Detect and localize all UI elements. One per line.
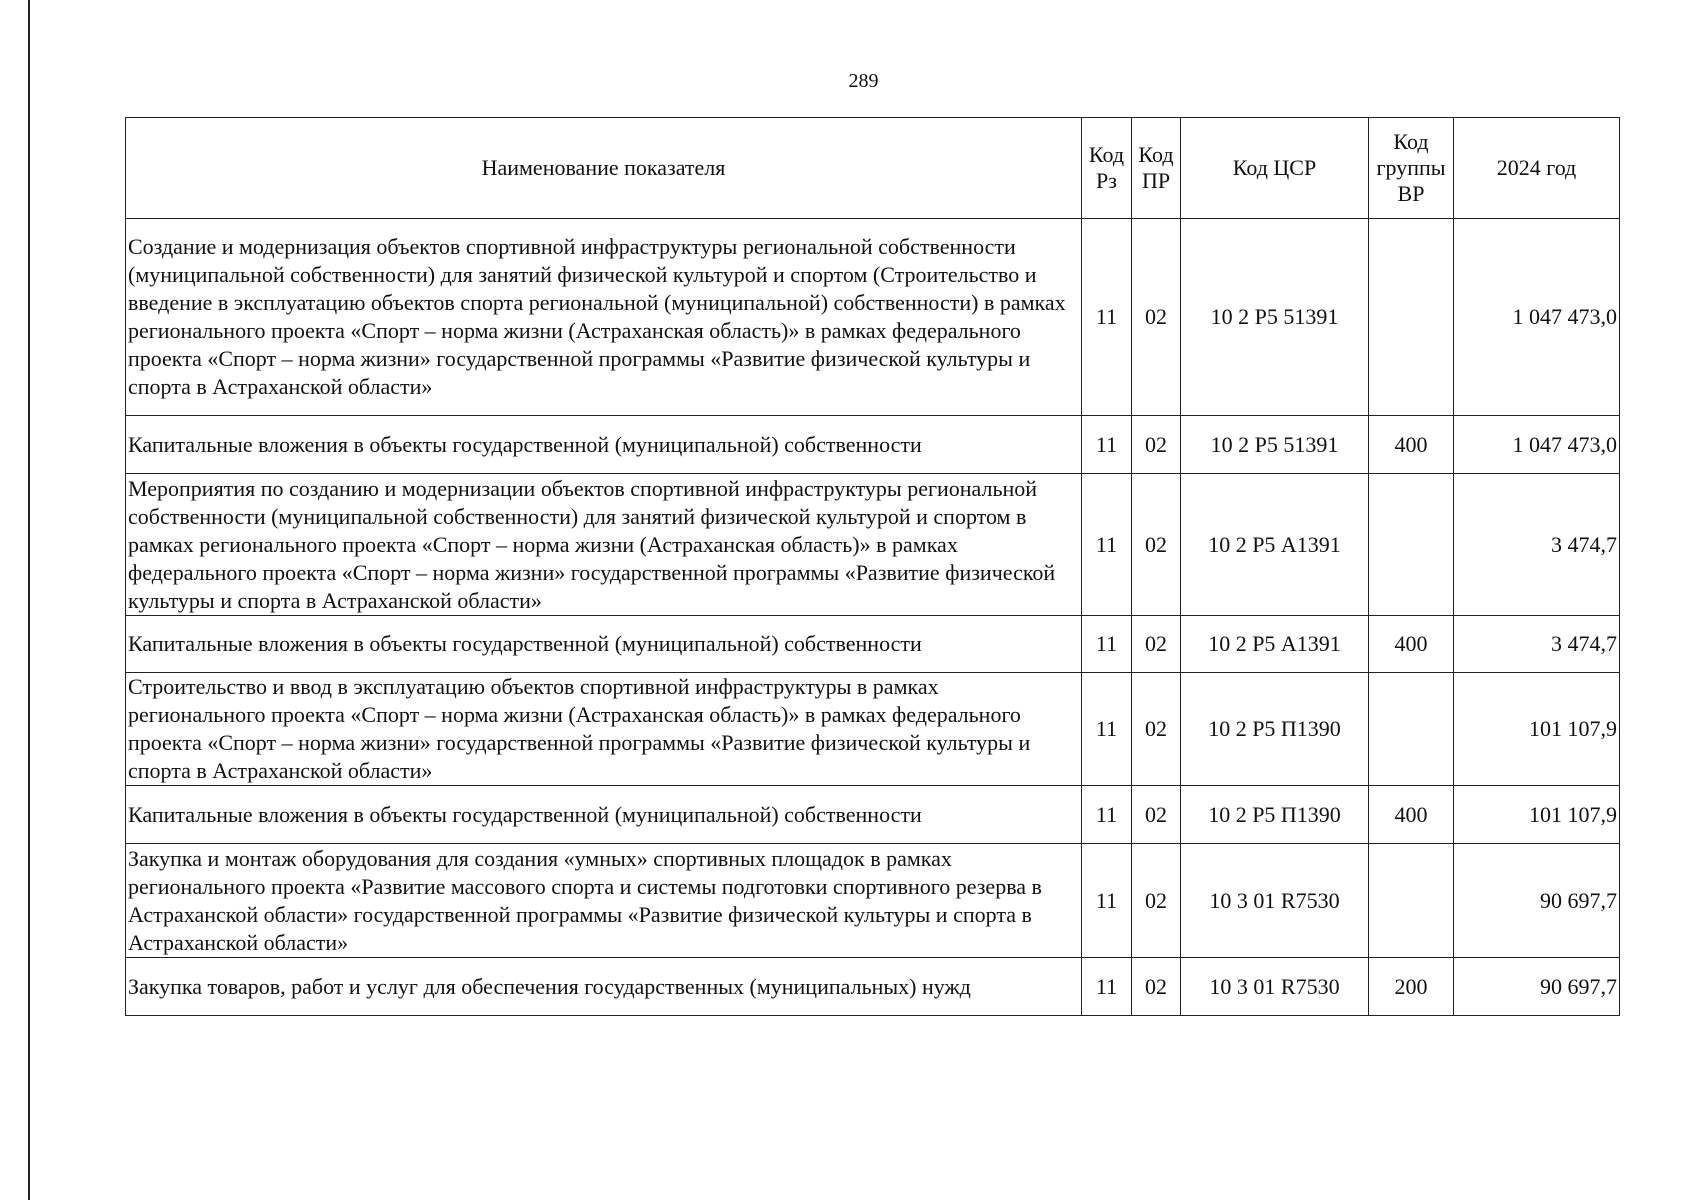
row-rz: 11 (1082, 958, 1132, 1016)
table-row (126, 673, 1620, 786)
row-pr: 02 (1132, 958, 1181, 1016)
header-pr: Код ПР (1132, 118, 1181, 219)
row-vr: 400 (1369, 616, 1454, 673)
row-csr: 10 3 01 R7530 (1181, 958, 1369, 1016)
table-row (126, 416, 1620, 474)
budget-table (125, 117, 1620, 1016)
row-vr (1369, 844, 1454, 958)
row-name: Капитальные вложения в объекты государственной (муниципальной) собственности (126, 616, 1082, 673)
header-name: Наименование показателя (126, 118, 1082, 219)
row-csr: 10 2 Р5 П1390 (1181, 786, 1369, 844)
row-amount: 3 474,7 (1454, 474, 1620, 616)
row-pr: 02 (1132, 673, 1181, 786)
row-rz: 11 (1082, 786, 1132, 844)
table-row (126, 786, 1620, 844)
row-amount: 101 107,9 (1454, 786, 1620, 844)
header-rz: Код Рз (1082, 118, 1132, 219)
row-vr: 400 (1369, 786, 1454, 844)
table-row (126, 219, 1620, 416)
row-amount: 1 047 473,0 (1454, 219, 1620, 416)
binding-line (28, 0, 30, 1200)
table-row (126, 616, 1620, 673)
row-csr: 10 2 Р5 51391 (1181, 416, 1369, 474)
row-pr: 02 (1132, 219, 1181, 416)
row-name: Закупка товаров, работ и услуг для обеспечения государственных (муниципальных) нужд (126, 958, 1082, 1016)
row-csr: 10 2 Р5 А1391 (1181, 616, 1369, 673)
row-vr (1369, 474, 1454, 616)
row-amount: 3 474,7 (1454, 616, 1620, 673)
row-rz: 11 (1082, 673, 1132, 786)
row-name: Капитальные вложения в объекты государственной (муниципальной) собственности (126, 786, 1082, 844)
row-vr: 200 (1369, 958, 1454, 1016)
row-rz: 11 (1082, 219, 1132, 416)
row-vr: 400 (1369, 416, 1454, 474)
header-year: 2024 год (1454, 118, 1620, 219)
row-amount: 101 107,9 (1454, 673, 1620, 786)
row-csr: 10 2 Р5 51391 (1181, 219, 1369, 416)
header-vr: Код группы ВР (1369, 118, 1454, 219)
row-csr: 10 3 01 R7530 (1181, 844, 1369, 958)
row-name: Закупка и монтаж оборудования для создания «умных» спортивных площадок в рамках регионального проекта «Развитие массового спорта и системы подготовки спортивного резерва в Астраханской области» государственной программы «Развитие физической культуры и спорта в Астраханской области» (126, 844, 1082, 958)
row-amount: 1 047 473,0 (1454, 416, 1620, 474)
table-row (126, 474, 1620, 616)
row-rz: 11 (1082, 474, 1132, 616)
row-vr (1369, 673, 1454, 786)
row-name: Мероприятия по созданию и модернизации объектов спортивной инфраструктуры региональной собственности (муниципальной собственности) для занятий физической культурой и спортом в рамках регионального проекта «Спорт – норма жизни (Астраханская область)» в рамках федерального проекта «Спорт – норма жизни» государственной программы «Развитие физической культуры и спорта в Астраханской области» (126, 474, 1082, 616)
row-rz: 11 (1082, 844, 1132, 958)
row-rz: 11 (1082, 616, 1132, 673)
table-header-row (126, 118, 1620, 219)
row-pr: 02 (1132, 786, 1181, 844)
row-amount: 90 697,7 (1454, 958, 1620, 1016)
row-name: Создание и модернизация объектов спортивной инфраструктуры региональной собственности (муниципальной собственности) для занятий физической культурой и спортом (Строительство и введение в эксплуатацию объектов спорта региональной (муниципальной) собственности) в рамках регионального проекта «Спорт – норма жизни (Астраханская область)» в рамках федерального проекта «Спорт – норма жизни» государственной программы «Развитие физической культуры и спорта в Астраханской области» (126, 219, 1082, 416)
row-rz: 11 (1082, 416, 1132, 474)
row-name: Строительство и ввод в эксплуатацию объектов спортивной инфраструктуры в рамках регионального проекта «Спорт – норма жизни (Астраханская область)» в рамках федерального проекта «Спорт – норма жизни» государственной программы «Развитие физической культуры и спорта в Астраханской области» (126, 673, 1082, 786)
page-number: 289 (848, 70, 879, 92)
row-name: Капитальные вложения в объекты государственной (муниципальной) собственности (126, 416, 1082, 474)
row-csr: 10 2 Р5 А1391 (1181, 474, 1369, 616)
row-pr: 02 (1132, 616, 1181, 673)
row-vr (1369, 219, 1454, 416)
row-csr: 10 2 Р5 П1390 (1181, 673, 1369, 786)
row-pr: 02 (1132, 416, 1181, 474)
row-pr: 02 (1132, 844, 1181, 958)
table-row (126, 844, 1620, 958)
row-amount: 90 697,7 (1454, 844, 1620, 958)
row-pr: 02 (1132, 474, 1181, 616)
header-csr: Код ЦСР (1181, 118, 1369, 219)
table-row (126, 958, 1620, 1016)
